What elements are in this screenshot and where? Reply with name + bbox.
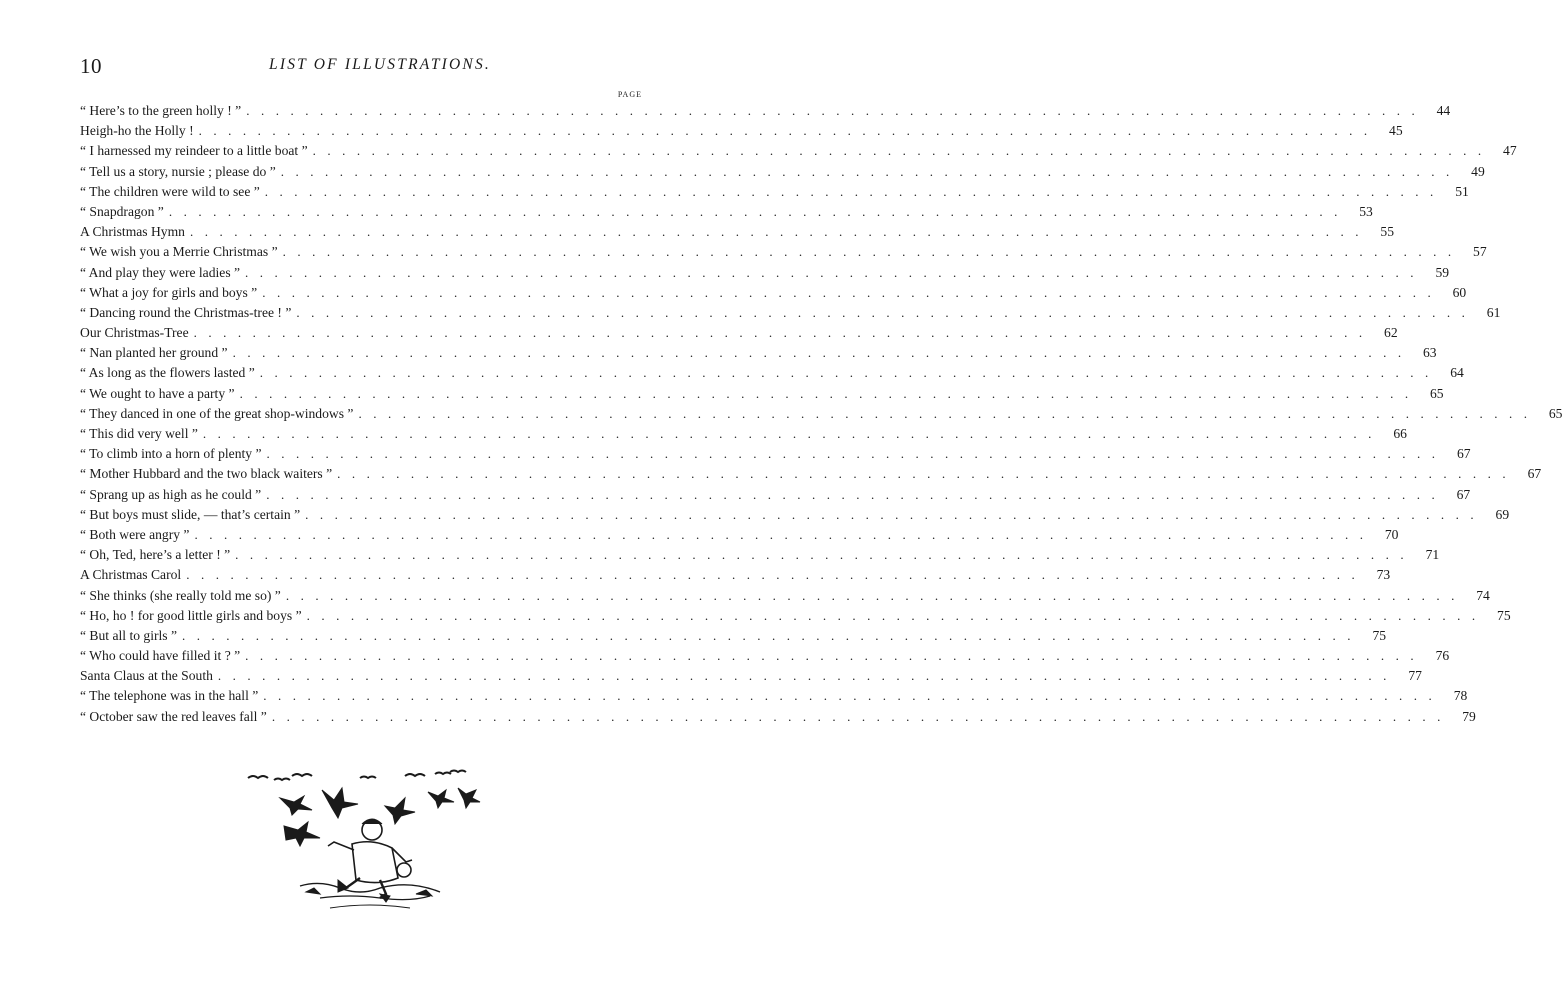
page-column-heading: PAGE [617, 90, 642, 99]
dot-leader: ................................................................................ [263, 688, 1444, 704]
bird-icon [360, 777, 376, 779]
illustration-caption: “ They danced in one of the great shop-windows ” [80, 405, 354, 421]
bird-icon [274, 779, 290, 781]
list-item [80, 404, 1562, 424]
page-reference: 75 [1372, 627, 1387, 643]
boy-chased-by-crows-illustration [240, 768, 490, 918]
page-reference: 60 [1452, 284, 1467, 300]
bird-icon [435, 773, 451, 775]
list-item [80, 505, 1510, 525]
dot-leader: ................................................................................ [194, 526, 1375, 542]
page-reference: 69 [1495, 506, 1510, 522]
illustrations-list [80, 101, 1562, 727]
dot-leader: ................................................................................ [305, 506, 1486, 522]
dot-leader: ................................................................................ [337, 466, 1518, 482]
page-reference: 78 [1453, 688, 1468, 704]
illustration-caption: “ But boys must slide, — that’s certain ” [80, 506, 301, 522]
illustration-caption: “ As long as the flowers lasted ” [80, 365, 255, 381]
running-boy-figure [328, 819, 412, 902]
page-reference: 63 [1423, 345, 1437, 361]
illustration-caption: “ The children were wild to see ” [80, 183, 260, 199]
illustration-caption: “ And play they were ladies ” [80, 264, 241, 280]
dot-leader: ................................................................................ [266, 486, 1447, 502]
list-item [80, 101, 1451, 121]
dot-leader: ................................................................................ [189, 224, 1370, 240]
dot-leader: ................................................................................ [186, 567, 1367, 583]
dot-leader: ................................................................................ [306, 607, 1487, 623]
list-item [80, 646, 1450, 666]
illustration-caption: “ We wish you a Merrie Christmas ” [80, 244, 278, 260]
illustration-caption: “ October saw the red leaves fall ” [80, 708, 267, 724]
page-reference: 79 [1462, 708, 1476, 724]
list-item [80, 323, 1398, 343]
illustration-caption: “ Who could have filled it ? ” [80, 648, 241, 664]
page-reference: 70 [1384, 526, 1399, 542]
dot-leader: ................................................................................ [202, 426, 1383, 441]
list-item [80, 707, 1476, 727]
illustration-caption: “ What a joy for girls and boys ” [80, 284, 258, 300]
page-number: 10 [80, 54, 102, 78]
illustration-caption: “ Snapdragon ” [80, 203, 164, 219]
page-reference: 47 [1503, 143, 1517, 159]
page-reference: 49 [1471, 163, 1485, 179]
list-item [80, 626, 1387, 646]
list-item [80, 545, 1440, 565]
list-item [80, 182, 1469, 202]
list-item [80, 606, 1511, 626]
list-item [80, 686, 1468, 706]
dot-leader: ................................................................................ [182, 627, 1363, 643]
crow-icon [458, 788, 480, 808]
list-item [80, 162, 1485, 182]
dot-leader: ................................................................................ [235, 547, 1416, 563]
page-reference: 64 [1450, 365, 1464, 381]
page-reference: 65 [1548, 405, 1562, 421]
page-reference: 51 [1455, 183, 1469, 199]
illustration-caption: “ To climb into a horn of plenty ” [80, 446, 262, 462]
list-item [80, 485, 1471, 505]
page-reference: 55 [1380, 224, 1394, 240]
page-reference: 44 [1436, 103, 1451, 118]
list-item [80, 283, 1467, 303]
dot-leader: ................................................................................ [282, 244, 1463, 260]
dot-leader: ................................................................................ [245, 264, 1426, 280]
illustration-caption: “ She thinks (she really told me so) ” [80, 587, 281, 603]
list-item [80, 384, 1444, 404]
bird-icon [405, 774, 425, 776]
list-item [80, 141, 1517, 161]
dot-leader: ................................................................................ [198, 123, 1379, 139]
list-item [80, 444, 1471, 464]
page-reference: 59 [1435, 264, 1450, 280]
dot-leader: ................................................................................ [193, 325, 1374, 341]
illustration-caption: Heigh-ho the Holly ! [80, 123, 194, 139]
illustration-caption: A Christmas Carol [80, 567, 182, 583]
list-item [80, 343, 1437, 363]
list-item [80, 263, 1450, 283]
illustration-caption: “ Here’s to the green holly ! ” [80, 103, 242, 118]
dot-leader: ................................................................................ [168, 203, 1349, 219]
dot-leader: ................................................................................ [266, 446, 1447, 462]
page-reference: 74 [1476, 587, 1490, 603]
list-item [80, 525, 1399, 545]
dot-leader: ................................................................................ [259, 365, 1440, 381]
illustration-caption: Santa Claus at the South [80, 668, 213, 684]
page-reference: 67 [1527, 466, 1542, 482]
list-item [80, 222, 1394, 242]
page-reference: 77 [1408, 668, 1422, 684]
illustration-caption: “ But all to girls ” [80, 627, 178, 643]
dot-leader: ................................................................................ [239, 385, 1420, 401]
page-reference: 65 [1429, 385, 1444, 401]
list-item [80, 464, 1542, 484]
list-item [80, 303, 1501, 323]
page-reference: 75 [1497, 607, 1511, 623]
illustration-caption: “ The telephone was in the hall ” [80, 688, 259, 704]
illustration-caption: “ Ho, ho ! for good little girls and boys ” [80, 607, 302, 623]
list-item [80, 202, 1373, 222]
dot-leader: ................................................................................ [312, 143, 1493, 159]
dot-leader: ................................................................................ [232, 345, 1413, 361]
dot-leader: ................................................................................ [262, 284, 1443, 300]
page-reference: 73 [1376, 567, 1391, 583]
page-reference: 71 [1425, 547, 1440, 563]
crow-icon [322, 788, 358, 818]
crow-icon [280, 796, 312, 815]
dot-leader: ................................................................................ [358, 405, 1539, 421]
list-item [80, 242, 1487, 262]
dot-leader: ................................................................................ [245, 648, 1426, 664]
illustration-caption: “ Sprang up as high as he could ” [80, 486, 262, 502]
page-reference: 45 [1389, 123, 1403, 139]
list-item [80, 424, 1407, 444]
page-reference: 67 [1456, 446, 1471, 462]
page-reference: 67 [1456, 486, 1471, 502]
page-reference: 53 [1359, 203, 1373, 219]
dot-leader: ................................................................................ [285, 587, 1466, 603]
illustration-caption: “ Dancing round the Christmas-tree ! ” [80, 304, 292, 320]
illustration-caption: A Christmas Hymn [80, 224, 185, 240]
illustration-caption: “ We ought to have a party ” [80, 385, 235, 401]
page-reference: 57 [1473, 244, 1487, 260]
bird-icon [450, 771, 466, 773]
crow-icon [385, 798, 415, 824]
dot-leader: ................................................................................ [280, 163, 1461, 179]
page-reference: 62 [1384, 325, 1398, 341]
illustration-caption: “ Tell us a story, nursie ; please do ” [80, 163, 276, 179]
illustration-caption: “ This did very well ” [80, 426, 198, 441]
running-title: LIST OF ILLUSTRATIONS. [269, 56, 491, 73]
list-item [80, 121, 1403, 141]
illustration-caption: “ I harnessed my reindeer to a little boat ” [80, 143, 308, 159]
page-reference: 61 [1486, 304, 1501, 320]
list-item [80, 565, 1391, 585]
dot-leader: ................................................................................ [217, 668, 1398, 684]
page-reference: 66 [1393, 426, 1407, 441]
list-item [80, 586, 1490, 606]
bird-icon [292, 774, 312, 776]
bird-icon [248, 776, 268, 778]
illustration-caption: “ Nan planted her ground ” [80, 345, 228, 361]
illustration-caption: “ Oh, Ted, here’s a letter ! ” [80, 547, 231, 563]
dot-leader: ................................................................................ [271, 708, 1452, 724]
illustration-caption: “ Mother Hubbard and the two black waiters ” [80, 466, 333, 482]
crow-icon [428, 790, 454, 808]
dot-leader: ................................................................................ [296, 304, 1477, 320]
illustration-caption: “ Both were angry ” [80, 526, 190, 542]
list-item [80, 666, 1422, 686]
dot-leader: ................................................................................ [264, 183, 1445, 199]
list-item [80, 363, 1464, 383]
dot-leader: ................................................................................ [246, 103, 1427, 118]
crow-icon [284, 822, 320, 846]
illustration-caption: Our Christmas-Tree [80, 325, 189, 341]
page-reference: 76 [1435, 648, 1450, 664]
